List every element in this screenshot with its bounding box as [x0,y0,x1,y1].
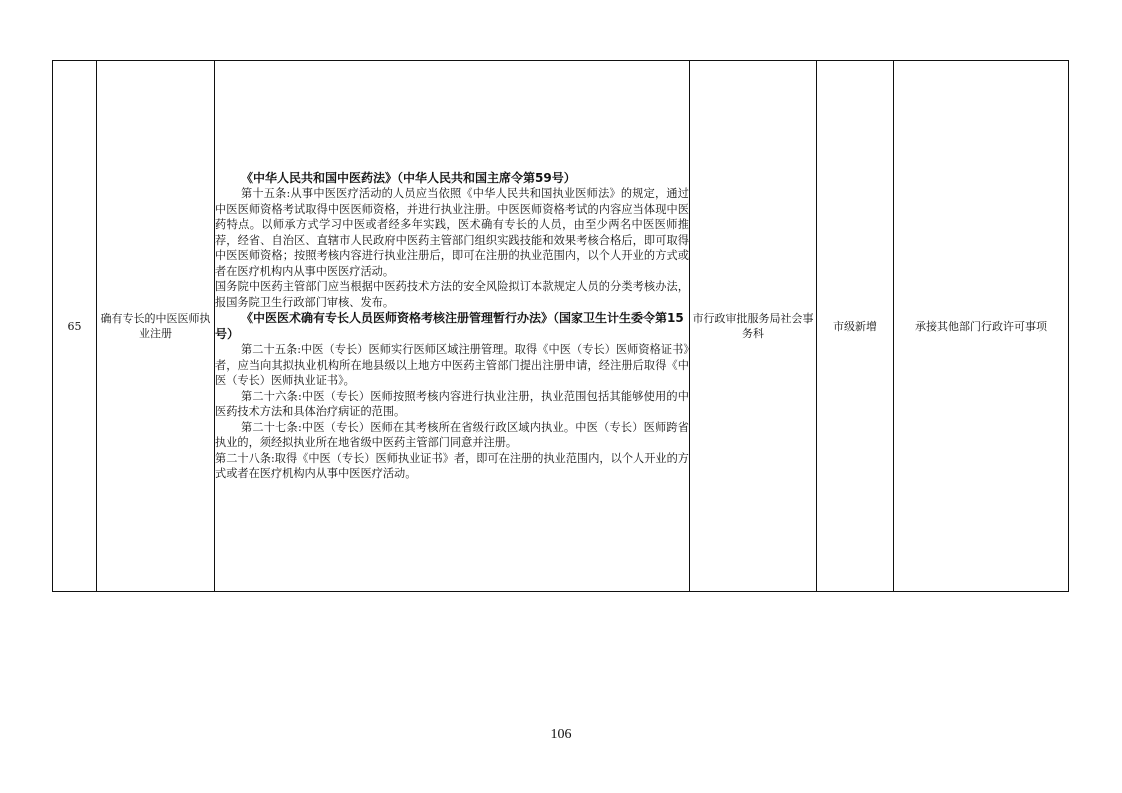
department: 市行政审批服务局社会事务科 [690,61,817,592]
legal-basis-cell [215,61,690,592]
law-title-2: 《中医医术确有专长人员医师资格考核注册管理暂行办法》（国家卫生计生委令第15号） [215,311,684,342]
law-2-paragraph-4: 第二十八条:取得《中医（专长）医师执业证书》者，即可在注册的执业范围内，以个人开业的方式或者在医疗机构内从事中医医疗活动。 [215,451,689,481]
law-2-paragraph-2: 第二十六条:中医（专长）医师按照考核内容进行执业注册，执业范围包括其能够使用的中医药技术方法和具体治疗病证的范围。 [215,389,689,419]
law-2-paragraph-1: 第二十五条:中医（专长）医师实行医师区域注册管理。取得《中医（专长）医师资格证书》者，应当向其拟执业机构所在地县级以上地方中医药主管部门提出注册申请，经注册后取得《中医（专长）医师执业证书》。 [215,343,689,388]
page-number: 106 [550,727,572,742]
law-title-1: 《中华人民共和国中医药法》（中华人民共和国主席令第59号） [241,171,576,186]
note: 承接其他部门行政许可事项 [894,61,1069,592]
law-1-paragraph-1: 第十五条:从事中医医疗活动的人员应当依照《中华人民共和国执业医师法》的规定，通过中医医师资格考试取得中医医师资格，并进行执业注册。中医医师资格考试的内容应当体现中医药特点。以师承方式学习中医或者经多年实践，医术确有专长的人员，由至少两名中医医师推荐，经省、自治区、直辖市人民政府中医药主管部门组织实践技能和效果考核合格后，即可取得中医医师资格；按照考核内容进行执业注册后，即可在注册的执业范围内，以个人开业的方式或者在医疗机构内从事中医医疗活动。 [215,187,689,278]
items-table [52,60,1069,592]
item-number: 65 [53,61,97,592]
table-row [53,61,1069,592]
law-1-paragraph-2: 国务院中医药主管部门应当根据中医药技术方法的安全风险拟订本款规定人员的分类考核办法，报国务院卫生行政部门审核、发布。 [215,280,689,309]
item-name: 确有专长的中医医师执业注册 [97,61,215,592]
law-2-paragraph-3: 第二十七条:中医（专长）医师在其考核所在省级行政区域内执业。中医（专长）医师跨省执业的，须经拟执业所在地省级中医药主管部门同意并注册。 [215,420,689,450]
change-type: 市级新增 [817,61,894,592]
